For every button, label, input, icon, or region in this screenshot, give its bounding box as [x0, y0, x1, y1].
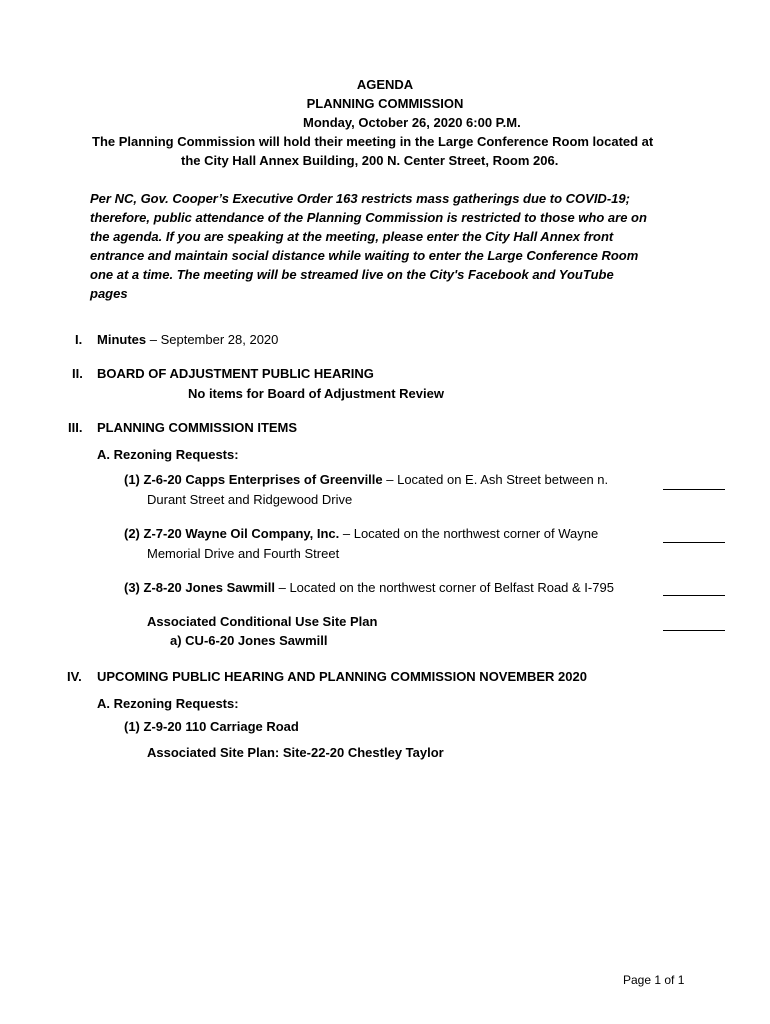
- section-title: UPCOMING PUBLIC HEARING AND PLANNING COMMISSION NOVEMBER 2020: [97, 669, 587, 684]
- signature-line: [663, 595, 725, 596]
- associated-plan-title: Associated Conditional Use Site Plan: [147, 614, 378, 629]
- rezoning-item: [124, 578, 614, 597]
- rezoning-item: (1) Z-9-20 110 Carriage Road: [124, 719, 299, 734]
- item-description-continued: Memorial Drive and Fourth Street: [147, 546, 340, 561]
- rezoning-item: [124, 524, 598, 543]
- section-title: Minutes: [97, 332, 147, 347]
- signature-line: [663, 542, 725, 543]
- section-title: BOARD OF ADJUSTMENT PUBLIC HEARING: [97, 366, 374, 381]
- notice-line: Per NC, Gov. Cooper’s Executive Order 163 restricts mass gatherings due to COVID-19;: [90, 191, 630, 206]
- item-label: (1) Z-6-20 Capps Enterprises of Greenville: [124, 472, 383, 487]
- section-number: III.: [68, 420, 83, 435]
- item-description-continued: Durant Street and Ridgewood Drive: [147, 492, 353, 507]
- item-description: – Located on the northwest corner of Wayne: [339, 526, 599, 541]
- item-description: – Located on E. Ash Street between n.: [382, 472, 609, 487]
- signature-line: [663, 489, 725, 490]
- section-title: PLANNING COMMISSION ITEMS: [97, 420, 298, 435]
- item-description: – Located on the northwest corner of Belfast Road & I-795: [275, 580, 614, 595]
- agenda-title: AGENDA: [356, 77, 414, 92]
- notice-line: the agenda. If you are speaking at the meeting, please enter the City Hall Annex front: [90, 229, 614, 244]
- associated-plan-item: a) CU-6-20 Jones Sawmill: [170, 633, 328, 648]
- page-number: Page 1 of 1: [623, 973, 685, 987]
- associated-plan-title: Associated Site Plan: Site-22-20 Chestley Taylor: [147, 745, 444, 760]
- section-number: IV.: [67, 669, 82, 684]
- location-line-2: the City Hall Annex Building, 200 N. Center Street, Room 206.: [181, 153, 559, 168]
- section-minutes: [97, 330, 278, 349]
- notice-line: pages: [90, 286, 128, 301]
- notice-line: one at a time. The meeting will be streamed live on the City's Facebook and YouTube: [90, 267, 614, 282]
- section-number: II.: [72, 366, 83, 381]
- section-note: No items for Board of Adjustment Review: [188, 386, 444, 401]
- subsection-title: A. Rezoning Requests:: [97, 447, 239, 462]
- section-number: I.: [75, 332, 83, 347]
- minutes-date: – September 28, 2020: [146, 332, 279, 347]
- notice-line: therefore, public attendance of the Planning Commission is restricted to those who are on: [90, 210, 647, 225]
- item-label: (3) Z-8-20 Jones Sawmill: [124, 580, 275, 595]
- commission-name: PLANNING COMMISSION: [306, 96, 464, 111]
- meeting-datetime: Monday, October 26, 2020 6:00 P.M.: [303, 115, 521, 130]
- item-label: (2) Z-7-20 Wayne Oil Company, Inc.: [124, 526, 340, 541]
- location-line-1: The Planning Commission will hold their meeting in the Large Conference Room located at: [92, 134, 654, 149]
- subsection-title: A. Rezoning Requests:: [97, 696, 239, 711]
- rezoning-item: [124, 470, 608, 489]
- signature-line: [663, 630, 725, 631]
- notice-line: entrance and maintain social distance while waiting to enter the Large Conference Room: [90, 248, 639, 263]
